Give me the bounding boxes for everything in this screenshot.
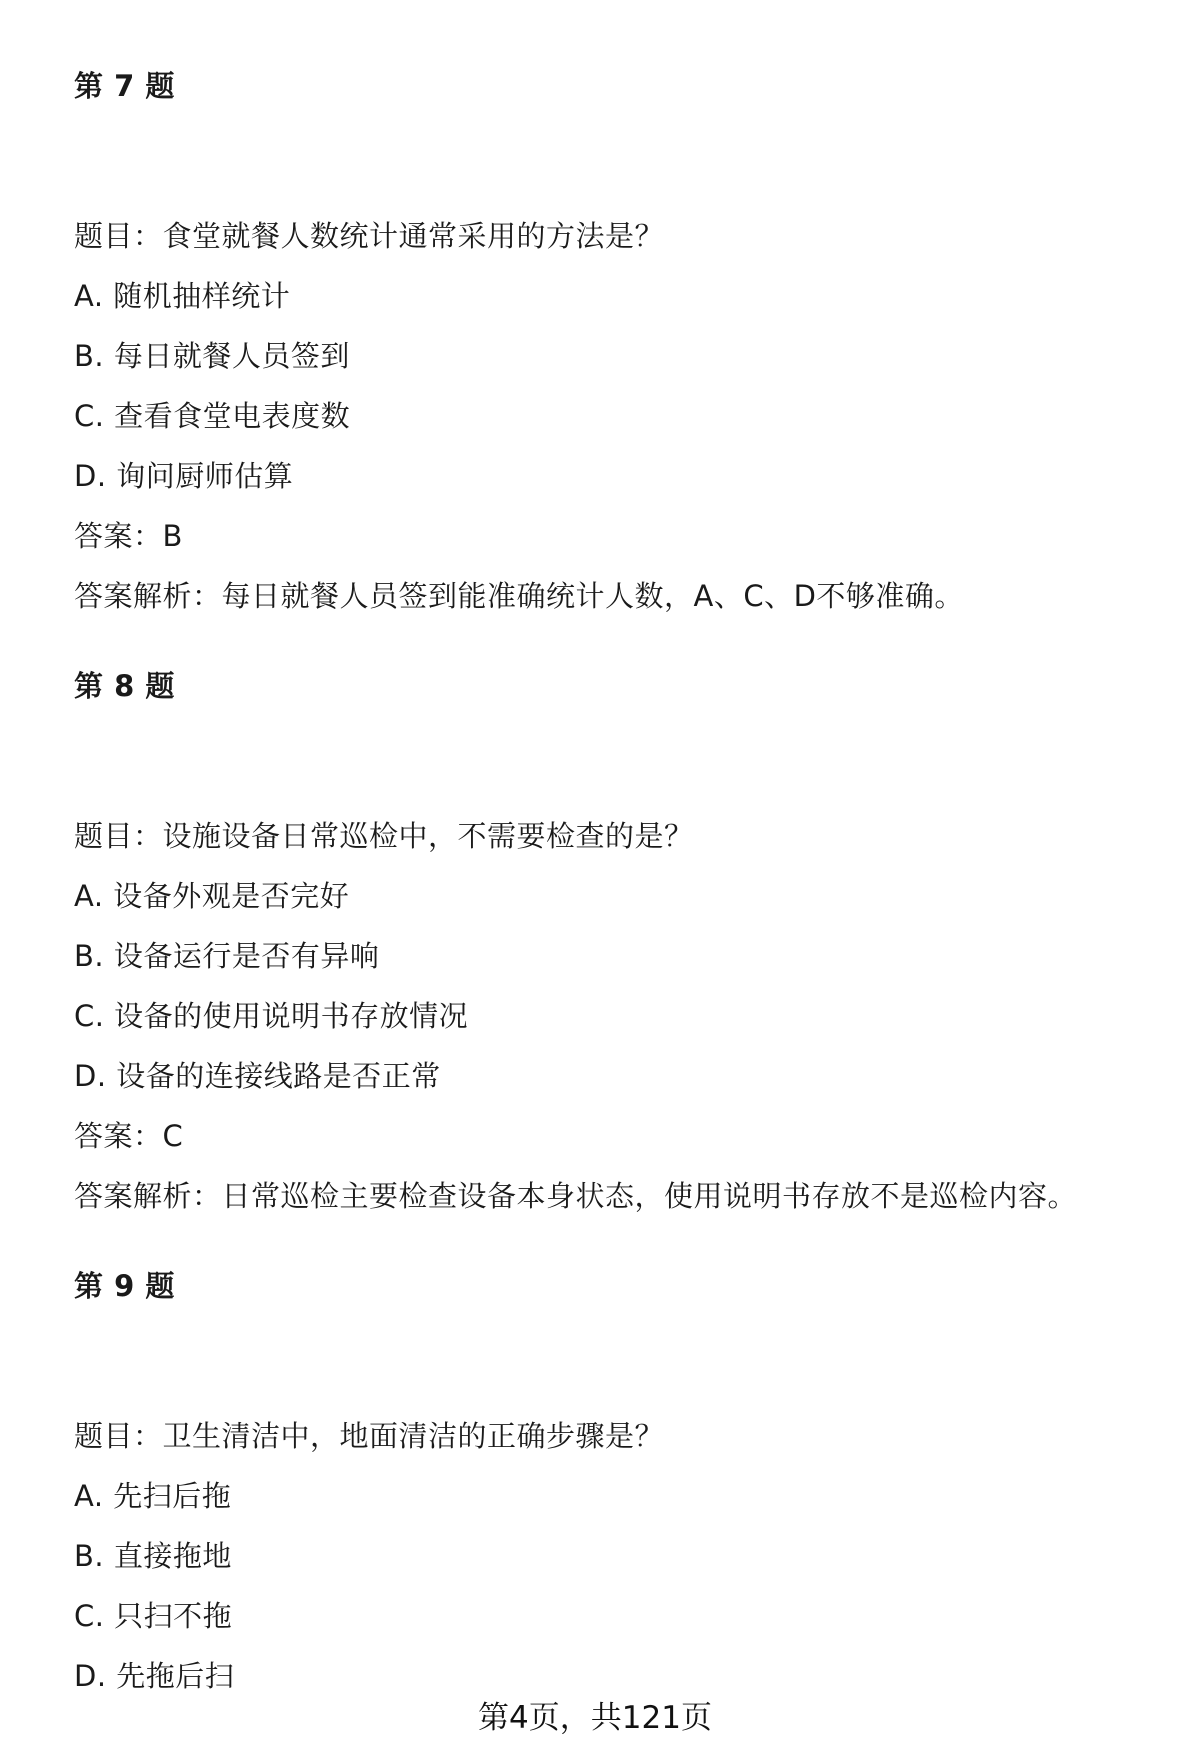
question-9-option-d: D. 先拖后扫 [74, 1659, 235, 1693]
question-8-option-b: B. 设备运行是否有异响 [74, 939, 380, 973]
question-9-stem: 题目：卫生清洁中，地面清洁的正确步骤是？ [74, 1419, 665, 1453]
question-9-option-c: C. 只扫不拖 [74, 1599, 233, 1633]
question-8-option-a: A. 设备外观是否完好 [74, 879, 350, 913]
question-7-analysis: 答案解析：每日就餐人员签到能准确统计人数，A、C、D不够准确。 [74, 579, 964, 613]
question-7-option-d: D. 询问厨师估算 [74, 459, 294, 493]
question-8-stem: 题目：设施设备日常巡检中，不需要检查的是？ [74, 819, 694, 853]
question-7-option-b: B. 每日就餐人员签到 [74, 339, 350, 373]
question-8-option-c: C. 设备的使用说明书存放情况 [74, 999, 469, 1033]
question-8-analysis: 答案解析：日常巡检主要检查设备本身状态，使用说明书存放不是巡检内容。 [74, 1179, 1078, 1213]
question-9-heading: 第 9 题 [74, 1269, 175, 1303]
question-7-stem: 题目：食堂就餐人数统计通常采用的方法是？ [74, 219, 665, 253]
question-7-heading: 第 7 题 [74, 69, 175, 103]
question-8-heading: 第 8 题 [74, 669, 175, 703]
question-8-option-d: D. 设备的连接线路是否正常 [74, 1059, 441, 1093]
question-9-option-a: A. 先扫后拖 [74, 1479, 232, 1513]
question-9-option-b: B. 直接拖地 [74, 1539, 232, 1573]
question-8-answer: 答案：C [74, 1119, 184, 1153]
question-7-option-a: A. 随机抽样统计 [74, 279, 291, 313]
page-number-footer: 第4页，共121页 [478, 1700, 712, 1736]
question-7-answer: 答案：B [74, 519, 183, 553]
question-7-option-c: C. 查看食堂电表度数 [74, 399, 351, 433]
